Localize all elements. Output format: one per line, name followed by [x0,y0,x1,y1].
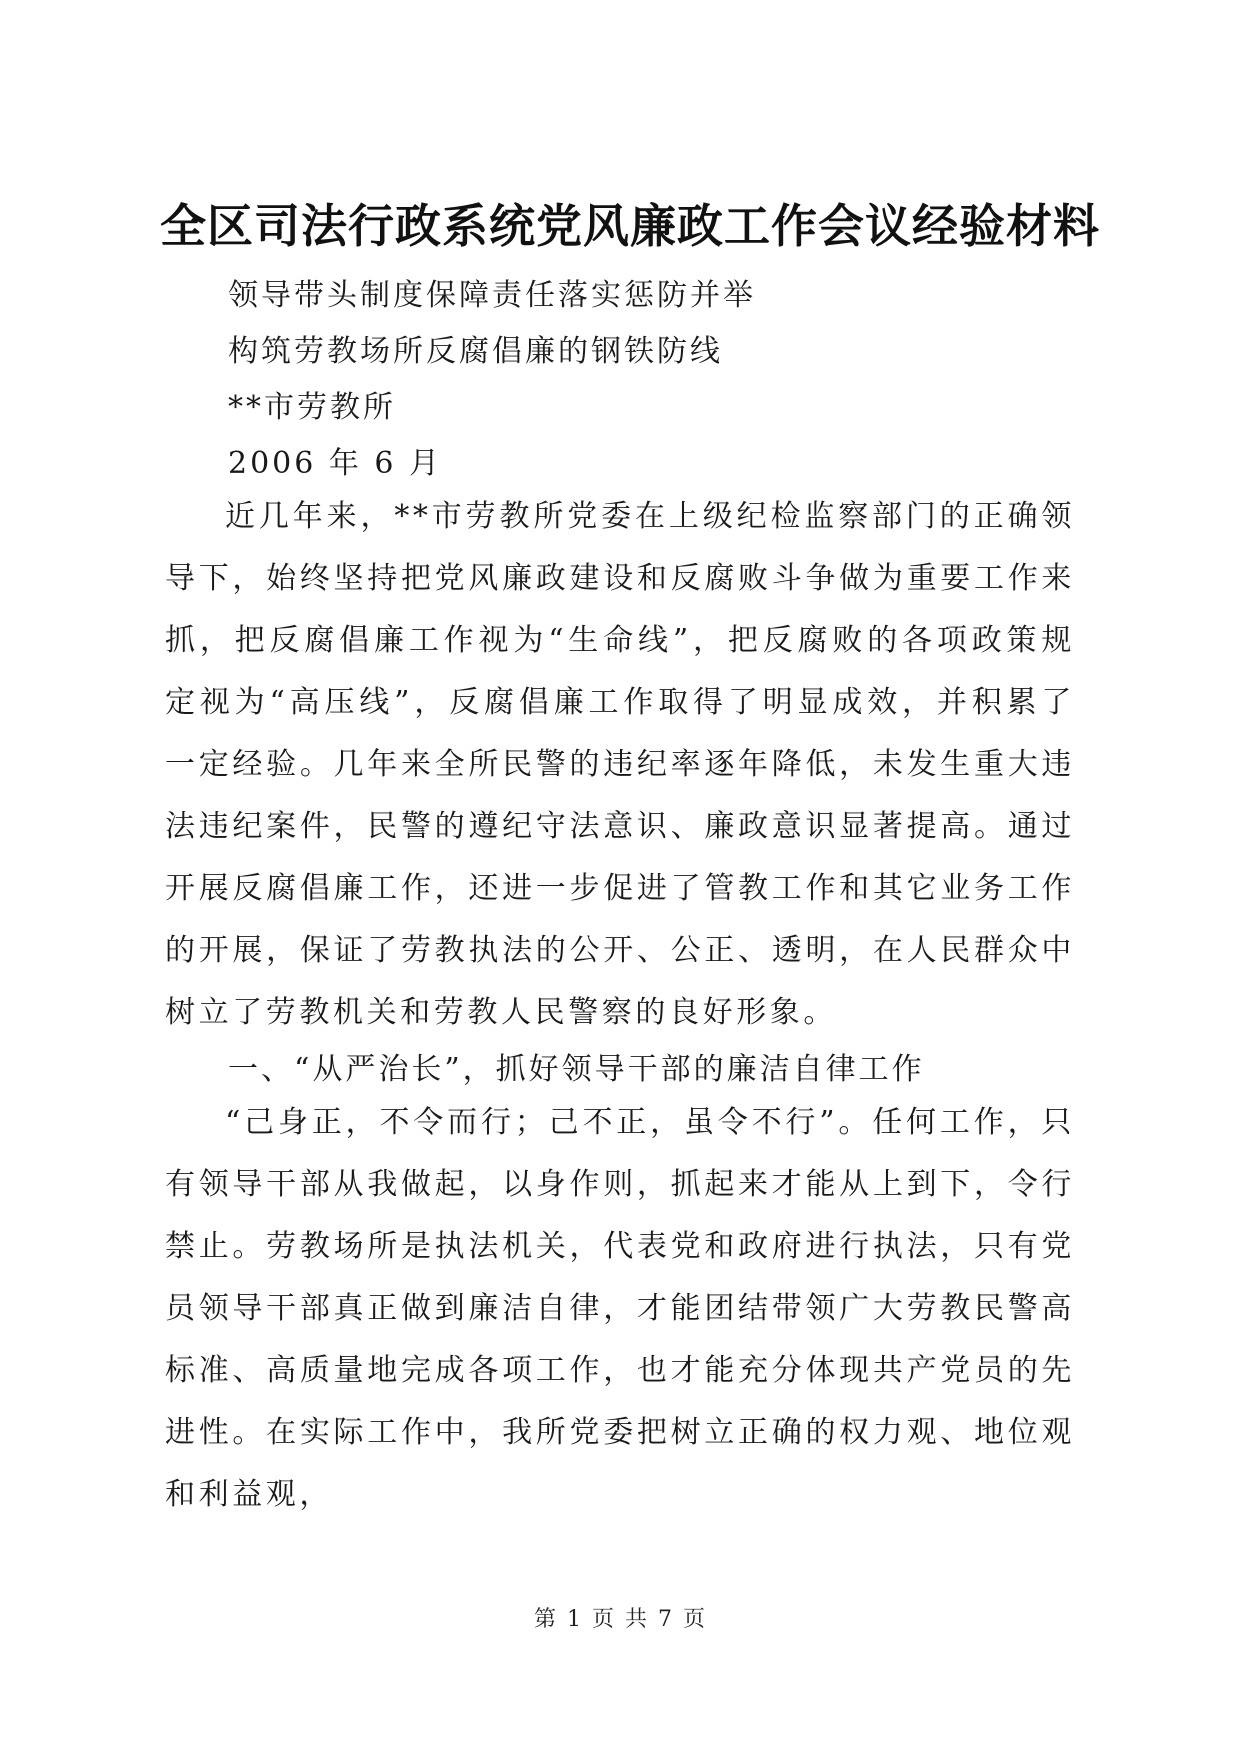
subtitle-line-2: 构筑劳教场所反腐倡廉的钢铁防线 [228,334,723,369]
document-title: 全区司法行政系统党风廉政工作会议经验材料 [160,199,1100,253]
organization-name: **市劳教所 [228,390,396,425]
subtitle-line-1: 领导带头制度保障责任落实惩防并举 [228,278,756,313]
document-date: 2006 年 6 月 [228,446,443,481]
section-heading-1: 一、“从严治长”，抓好领导干部的廉洁自律工作 [228,1052,925,1087]
page-footer: 第 1 页 共 7 页 [534,1607,707,1632]
body-paragraph-2: “己身正，不令而行；己不正，虽令不行”。任何工作，只有领导干部从我做起，以身作则，抓起来才能从上到下，令行禁止。劳教场所是执法机关，代表党和政府进行执法，只有党员领导干部真正做到廉洁自律，才能团结带领广大劳教民警高标准、高质量地完成各项工作，也才能充分体现共产党员的先进性。在实际工作中，我所党委把树立正确的权力观、地位观和利益观， [165,1105,1075,1512]
body-paragraph-1: 近几年来，**市劳教所党委在上级纪检监察部门的正确领导下，始终坚持把党风廉政建设和反腐败斗争做为重要工作来抓，把反腐倡廉工作视为“生命线”，把反腐败的各项政策规定视为“高压线”，反腐倡廉工作取得了明显成效，并积累了一定经验。几年来全所民警的违纪率逐年降低，未发生重大违法违纪案件，民警的遵纪守法意识、廉政意识显著提高。通过开展反腐倡廉工作，还进一步促进了管教工作和其它业务工作的开展，保证了劳教执法的公开、公正、透明，在人民群众中树立了劳教机关和劳教人民警察的良好形象。 [165,499,1075,1030]
